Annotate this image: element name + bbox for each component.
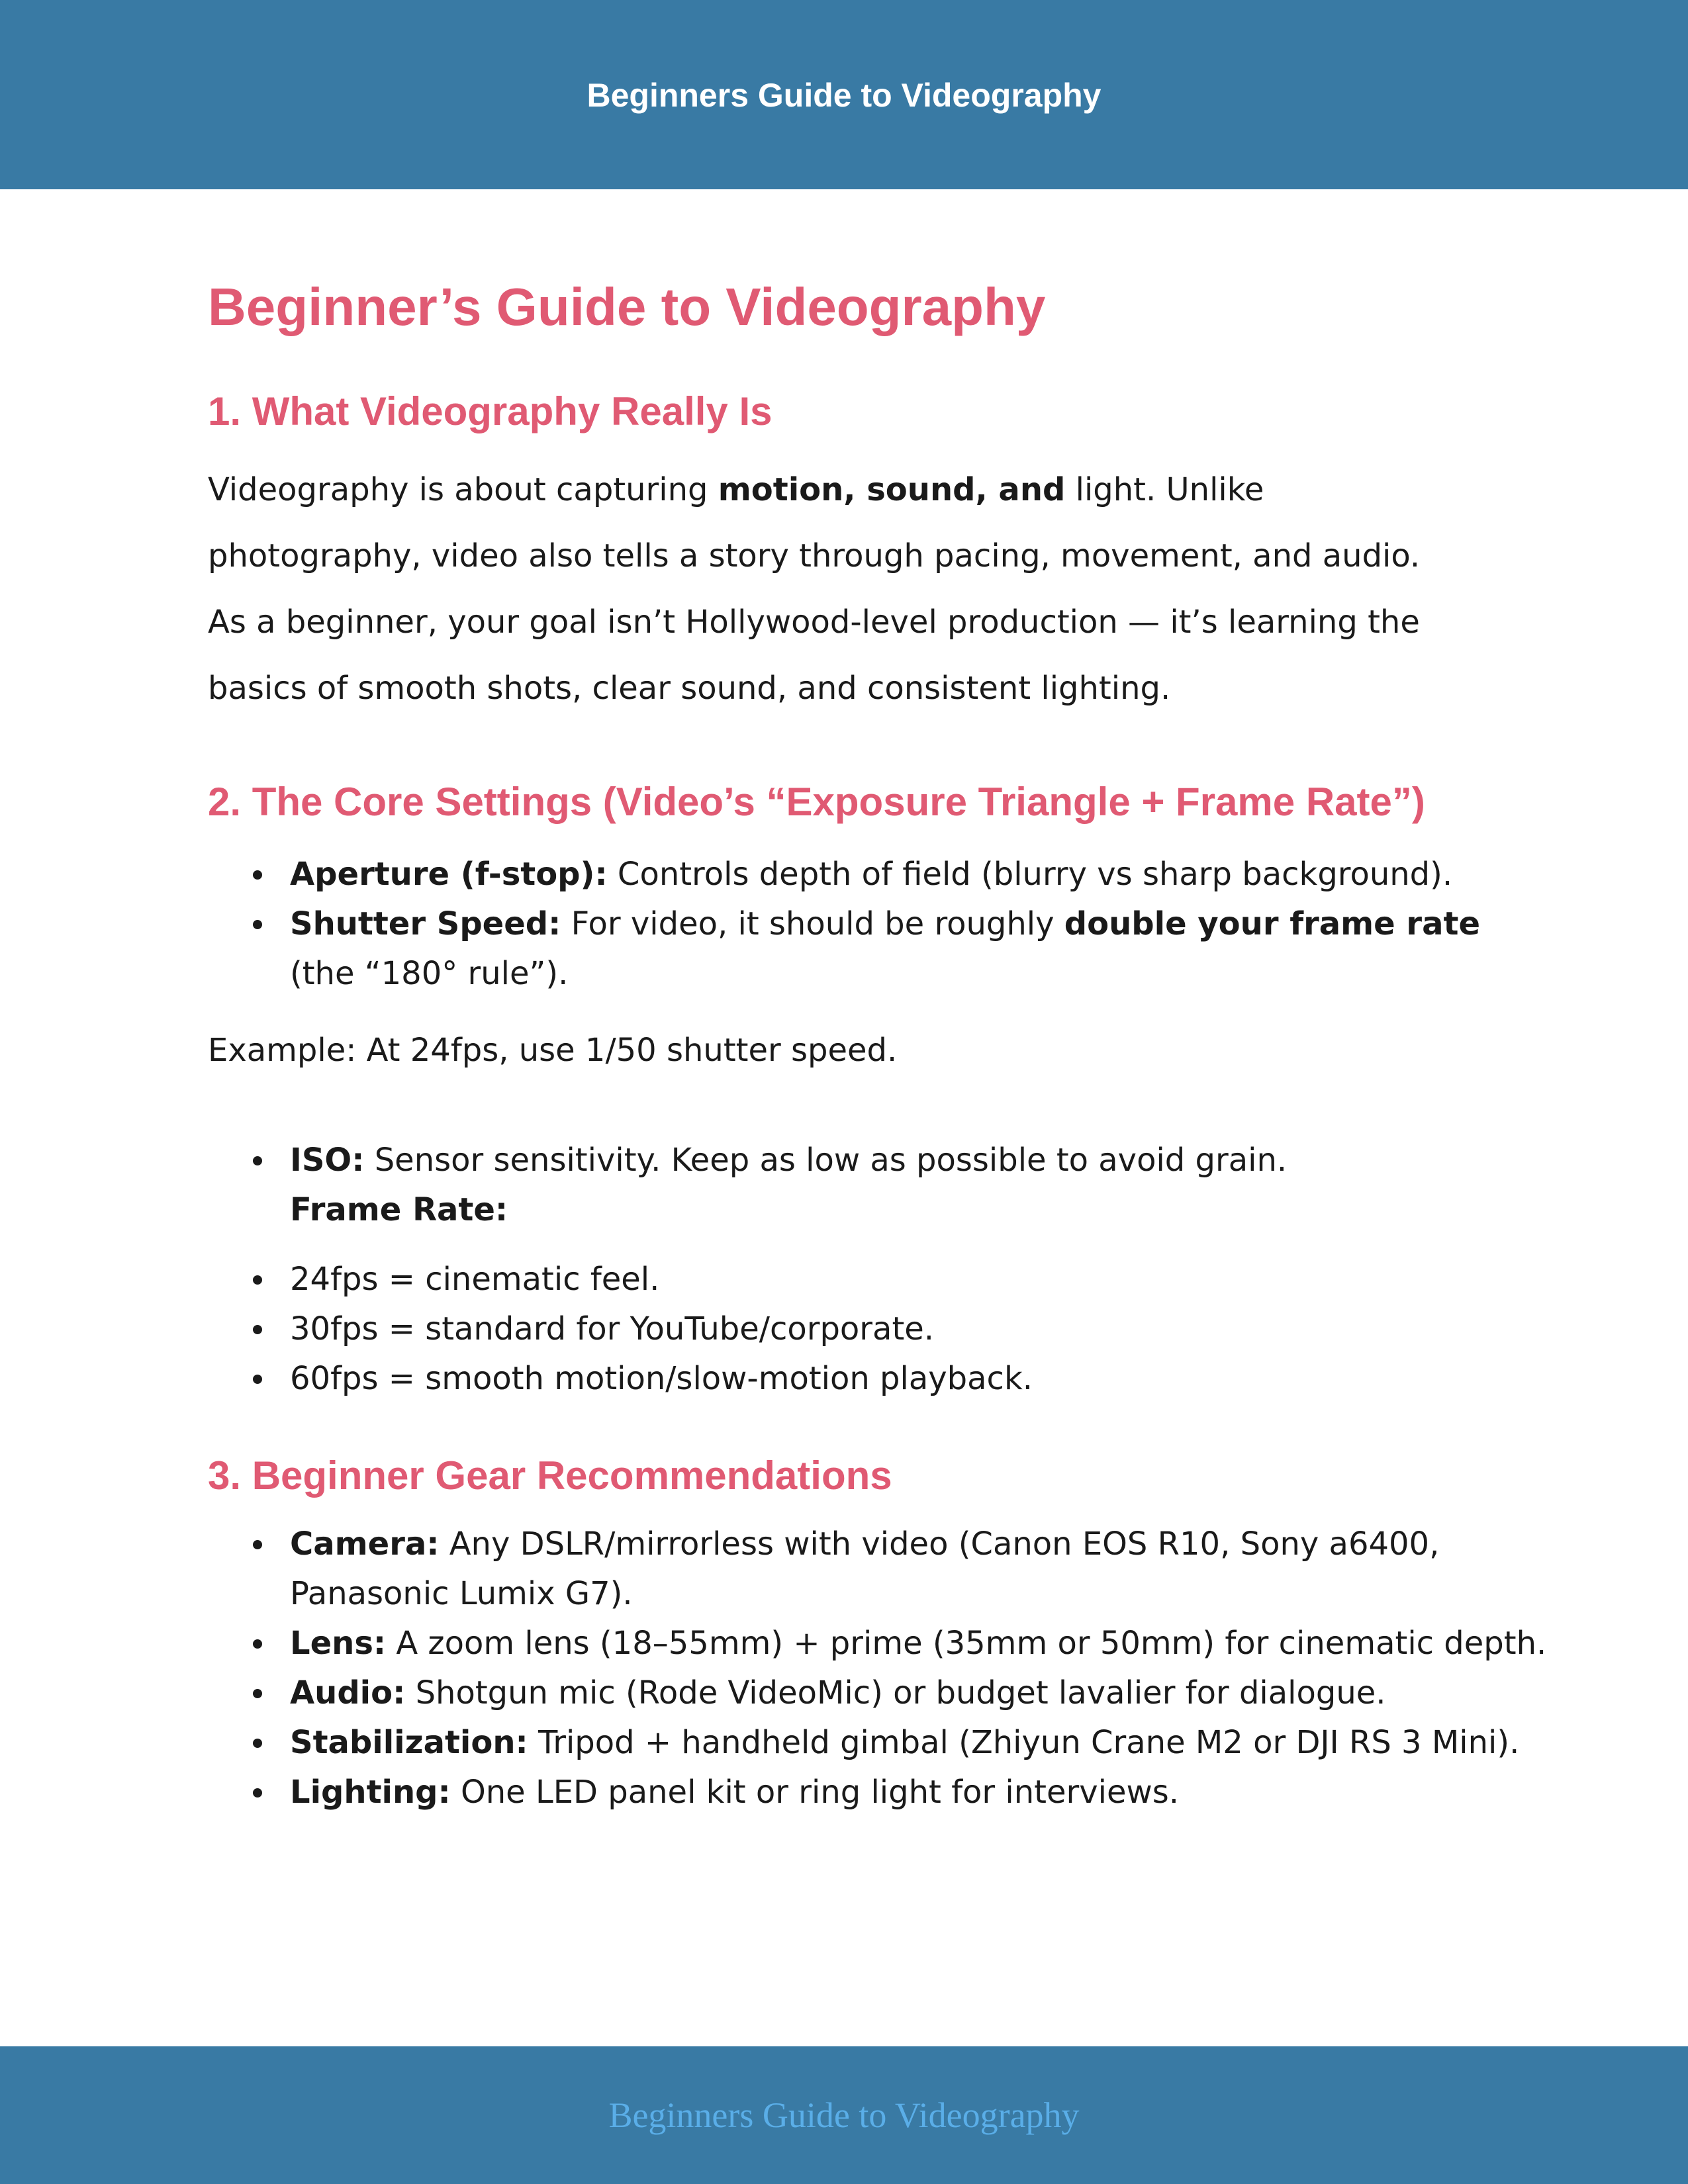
section-1-heading: 1. What Videography Really Is (208, 389, 773, 433)
shutter-example: Example: At 24fps, use 1/50 shutter speed. (208, 1032, 898, 1069)
audio-label: Audio: (290, 1674, 406, 1711)
stabilization-text: Tripod + handheld gimbal (Zhiyun Crane M2 or DJI RS 3 Mini). (528, 1724, 1520, 1761)
list-item-60fps: 60fps = smooth motion/slow-motion playback. (208, 1354, 1492, 1404)
stabilization-label: Stabilization: (290, 1724, 528, 1761)
shutter-text: For video, it should be roughly (561, 905, 1064, 942)
shutter-bold-text: double your frame rate (1064, 905, 1480, 942)
iso-label: ISO: (290, 1142, 365, 1179)
list-item-camera (208, 1520, 1528, 1619)
list-item-lens (208, 1619, 1548, 1668)
camera-label: Camera: (290, 1525, 440, 1563)
list-item-30fps: 30fps = standard for YouTube/corporate. (208, 1304, 1492, 1354)
lens-text: A zoom lens (18–55mm) + prime (35mm or 50mm) for cinematic depth. (386, 1625, 1547, 1662)
iso-list (208, 1136, 1492, 1185)
list-item-audio (208, 1668, 1492, 1718)
footer-title: Beginners Guide to Videography (608, 2095, 1080, 2135)
section-2-heading: 2. The Core Settings (Video’s “Exposure Triangle + Frame Rate”) (208, 780, 1425, 824)
lighting-label: Lighting: (290, 1774, 451, 1811)
core-settings-list (208, 850, 1492, 999)
list-item-lighting (208, 1768, 1492, 1817)
shutter-label: Shutter Speed: (290, 905, 561, 942)
list-item-24fps: 24fps = cinematic feel. (208, 1255, 1492, 1304)
section-1-text-start: Videography is about capturing (208, 471, 718, 508)
aperture-text: Controls depth of field (blurry vs sharp background). (607, 856, 1453, 893)
audio-text: Shotgun mic (Rode VideoMic) or budget lavalier for dialogue. (405, 1674, 1386, 1711)
camera-text: Any DSLR/mirrorless with video (Canon EOS R10, Sony a6400, Panasonic Lumix G7). (290, 1525, 1440, 1612)
shutter-tail: (the “180° rule”). (290, 955, 569, 992)
list-item-shutter-speed (208, 899, 1548, 999)
section-1-text-rest: light. Unlike photography, video also tells a story through pacing, movement, and audio. As a beginner, your goal isn’t Hollywood-level production — it’s learning the basics of smooth shots, clear sound, and consistent lighting. (208, 471, 1421, 707)
gear-list (208, 1520, 1547, 1817)
list-item-iso (208, 1136, 1492, 1185)
section-1-bold-text: motion, sound, and (718, 471, 1066, 508)
iso-text: Sensor sensitivity. Keep as low as possible to avoid grain. (364, 1142, 1288, 1179)
aperture-label: Aperture (f-stop): (290, 856, 608, 893)
header-title: Beginners Guide to Videography (586, 77, 1102, 114)
section-3-heading: 3. Beginner Gear Recommendations (208, 1453, 892, 1498)
section-1-paragraph (208, 457, 1466, 721)
lens-label: Lens: (290, 1625, 387, 1662)
list-item-aperture (208, 850, 1492, 899)
frame-rate-list (208, 1255, 1492, 1404)
frame-rate-label: Frame Rate: (290, 1191, 508, 1228)
list-item-stabilization (208, 1718, 1521, 1768)
lighting-text: One LED panel kit or ring light for interviews. (450, 1774, 1179, 1811)
document-title: Beginner’s Guide to Videography (208, 277, 1046, 336)
